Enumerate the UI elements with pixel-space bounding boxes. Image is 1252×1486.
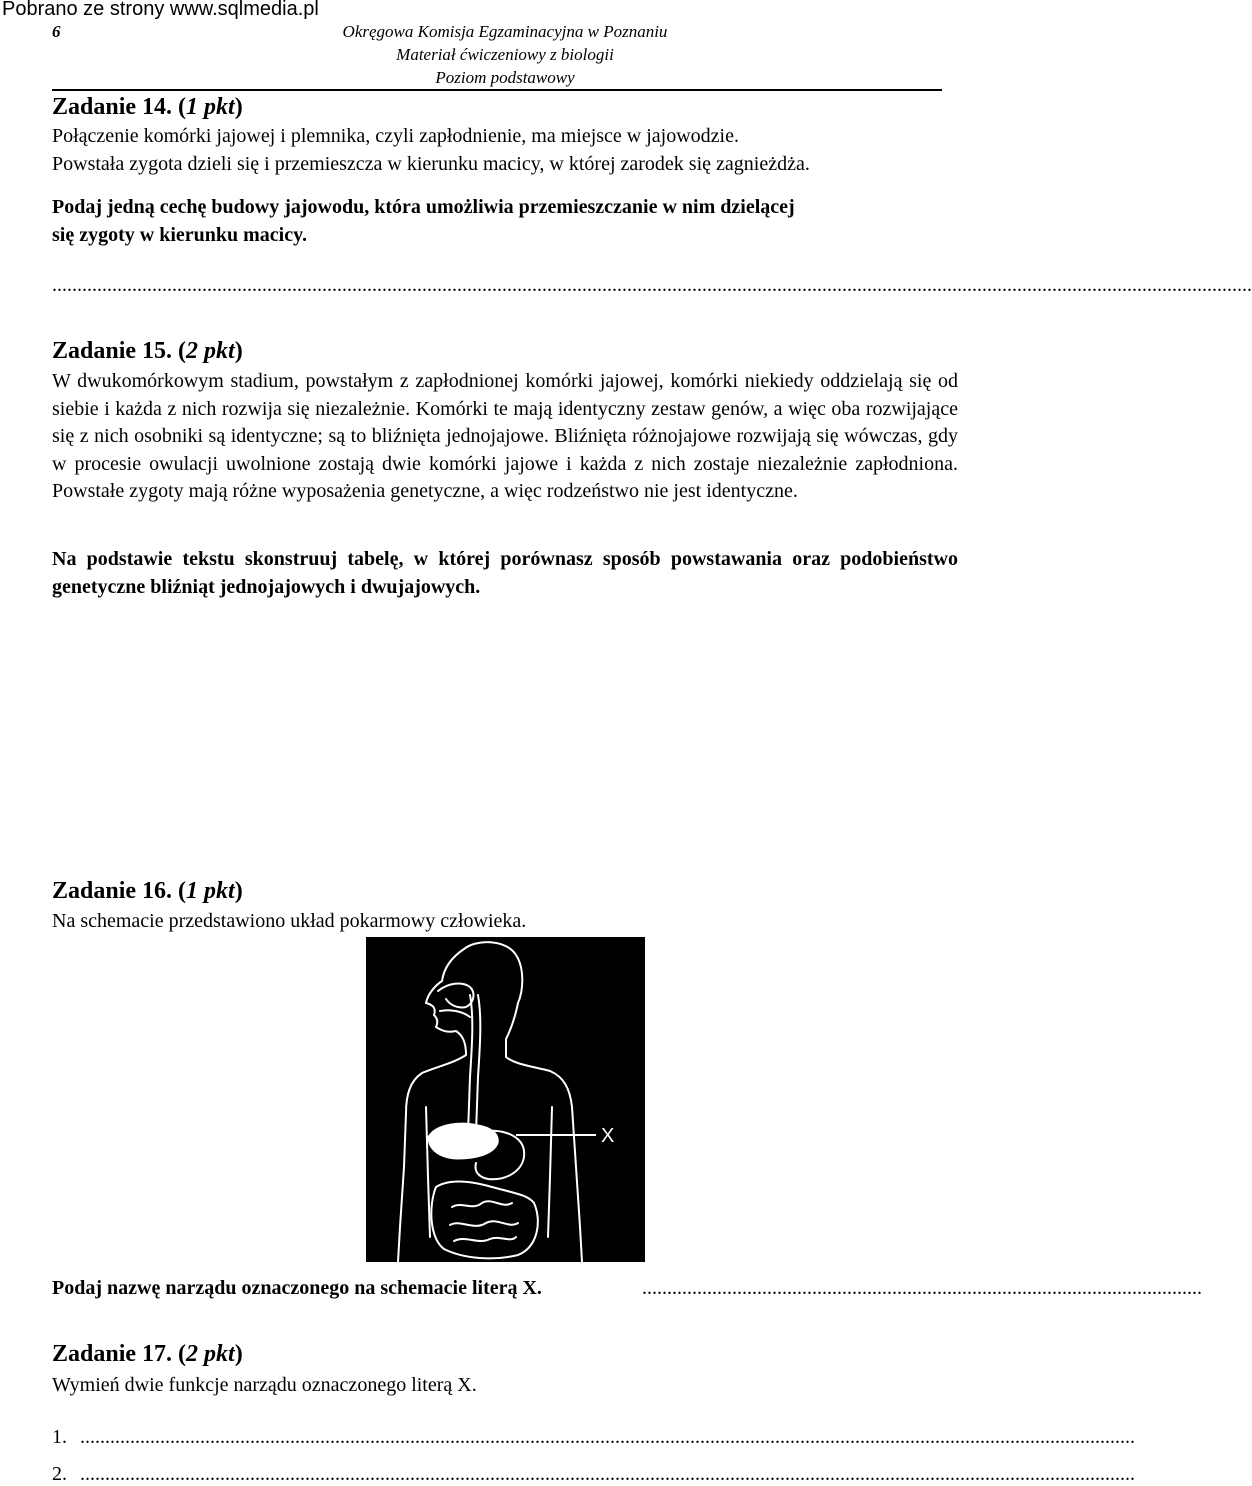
task17-answer1-number: 1. [52, 1426, 67, 1448]
task17-text: Wymień dwie funkcje narządu oznaczonego literą X. [52, 1374, 477, 1396]
task14-question-line2: się zygoty w kierunku macicy. [52, 224, 307, 246]
header-institution: Okręgowa Komisja Egzaminacyjna w Poznaniu [342, 22, 668, 41]
task14-text-line1: Połączenie komórki jajowej i plemnika, czyli zapłodnienie, ma miejsce w jajowodzie. [52, 125, 739, 147]
task14-title: Zadanie 14. (1 pkt) [52, 94, 243, 120]
header-divider [52, 89, 942, 91]
task14-answer-line[interactable]: ................................................................................................................................................................................................................................................ [52, 274, 1252, 296]
task15-text: W dwukomórkowym stadium, powstałym z zapłodnionej komórki jajowej, komórki niekiedy oddzielają się od siebie i każda z nich rozwija się niezależnie. Komórki te mają identyczny zestaw genów, a więc oba rozwijające się z nich osobniki są identyczne; są to bliźnięta jednojajowe. Bliźnięta różnojajowe rozwijają się wówczas, gdy w procesie owulacji uwolnione zostają dwie komórki jajowe i każda z nich zostaje niezależnie zapłodniona. Powstałe zygoty mają różne wyposażenia genetyczne, a więc rodzeństwo nie jest identyczne. [52, 370, 958, 502]
figure-label-x: X [601, 1125, 615, 1147]
task14-text-line2: Powstała zygota dzieli się i przemieszcza w kierunku macicy, w której zarodek się zagnieżdża. [52, 153, 810, 175]
page-number: 6 [52, 22, 61, 41]
task16-question: Podaj nazwę narządu oznaczonego na schemacie literą X. [52, 1277, 542, 1299]
task15-title: Zadanie 15. (2 pkt) [52, 338, 243, 364]
digestive-system-illustration [366, 937, 645, 1262]
task16-text: Na schemacie przedstawiono układ pokarmowy człowieka. [52, 910, 527, 932]
header-level: Poziom podstawowy [435, 68, 575, 87]
digestive-system-diagram [366, 937, 645, 1262]
task16-answer-line[interactable]: ................................................................................................................ [642, 1277, 1202, 1299]
task14-question-line1: Podaj jedną cechę budowy jajowodu, która umożliwia przemieszczanie w nim dzielącej [52, 196, 795, 218]
task16-title: Zadanie 16. (1 pkt) [52, 878, 243, 904]
task17-answer1-line[interactable]: ................................................................................................................................................................................................................... [80, 1426, 1135, 1448]
task17-answer2-number: 2. [52, 1463, 67, 1485]
task15-question: Na podstawie tekstu skonstruuj tabelę, w której porównasz sposób powstawania oraz podobieństwo genetyczne bliźniąt jednojajowych i dwujajowych. [52, 548, 958, 598]
source-watermark: Pobrano ze strony www.sqlmedia.pl [2, 0, 319, 20]
task17-answer2-line[interactable]: ................................................................................................................................................................................................................... [80, 1463, 1135, 1485]
header-material: Materiał ćwiczeniowy z biologii [396, 45, 614, 64]
task17-title: Zadanie 17. (2 pkt) [52, 1341, 243, 1367]
